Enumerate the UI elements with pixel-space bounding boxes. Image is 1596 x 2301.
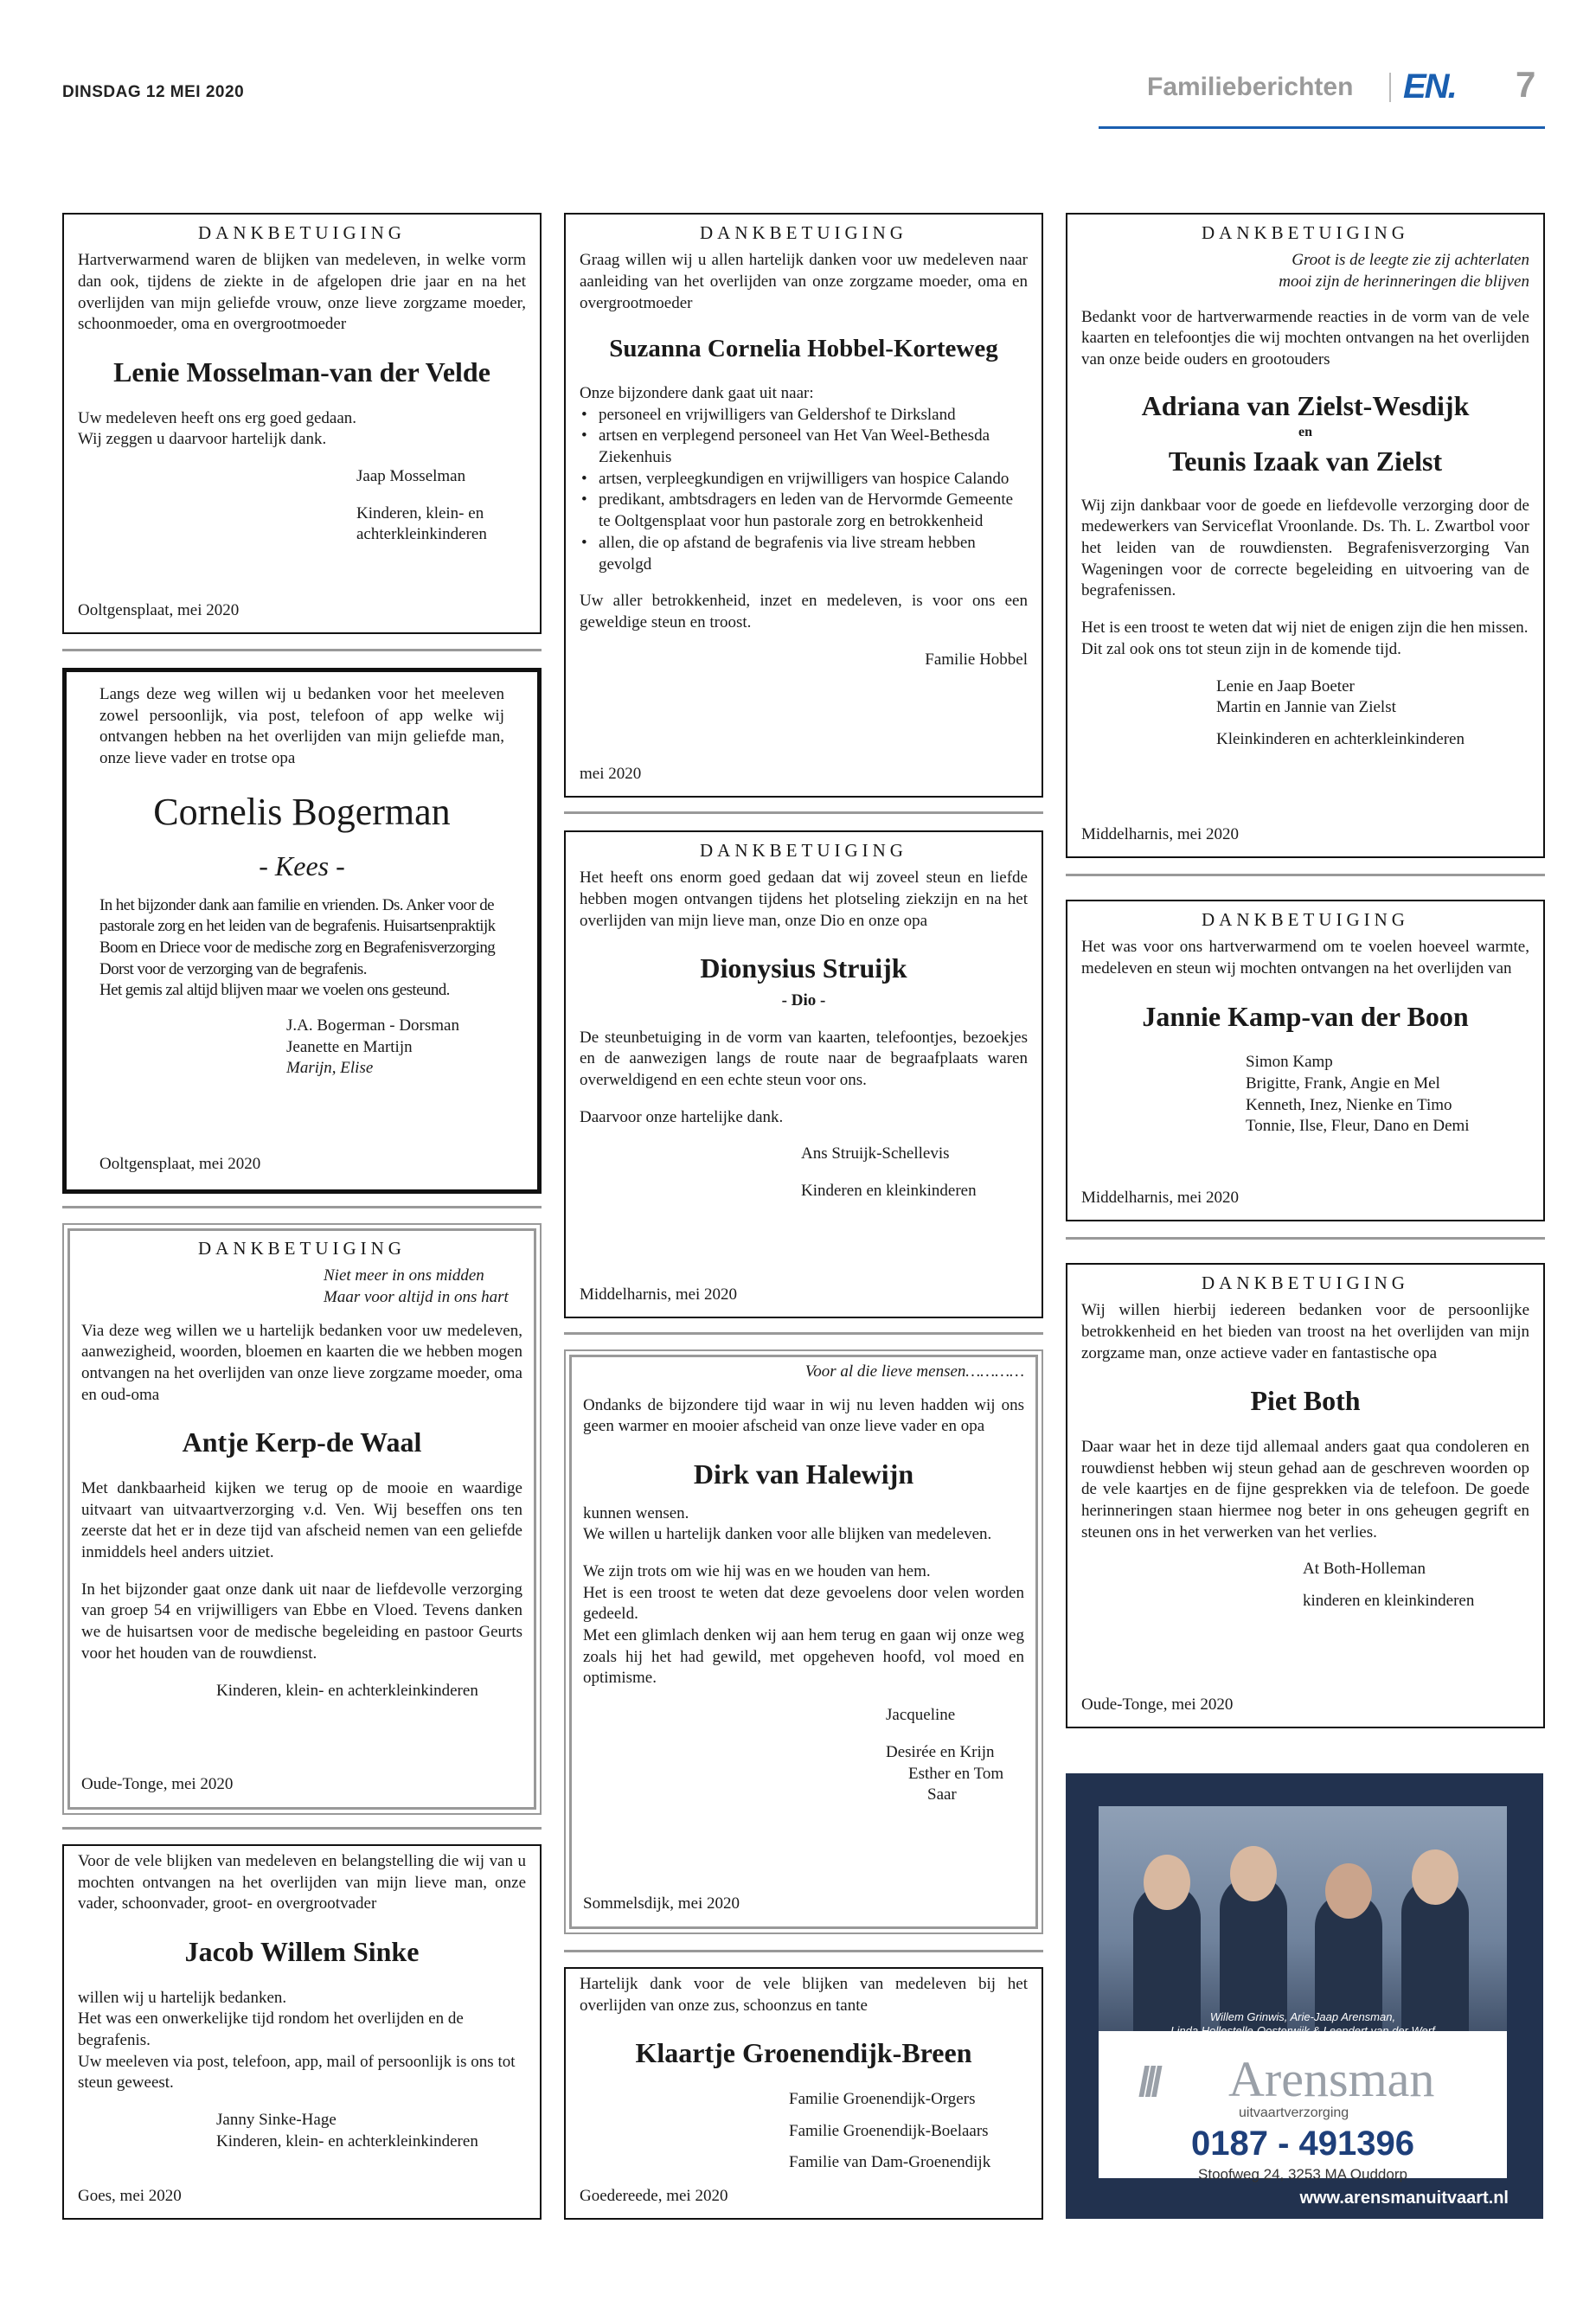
notice-body: Wij zeggen u daarvoor hartelijk dank.	[78, 430, 327, 449]
notice-mosselman	[62, 213, 542, 634]
notice-place-date: Sommelsdijk, mei 2020	[583, 1894, 740, 1913]
signature: Familie van Dam-Groenendijk	[789, 2153, 991, 2172]
notice-title: DANKBETUIGING	[700, 840, 907, 861]
website-link[interactable]: www.arensmanuitvaart.nl	[1299, 2189, 1509, 2208]
signature: Kinderen en kleinkinderen	[801, 1182, 977, 1201]
notice-body: Het was een onwerkelijke tijd rondom het overlijden en de begrafenis.	[78, 2009, 464, 2050]
notice-place-date: Middelharnis, mei 2020	[1081, 1189, 1240, 1208]
page-number: 7	[1516, 64, 1536, 105]
notice-title: DANKBETUIGING	[198, 222, 406, 243]
notice-body: In het bijzonder gaat onze dank uit naar de liefdevolle verzorging van groep 54 en vrijwilligers van Ebbe en Vloed. Tevens danken we de huisartsen voor de medische begeleiding en pastoor Geurts voor het houden van de rouwdienst.	[81, 1580, 522, 1663]
notice-body: willen wij u hartelijk bedanken.	[78, 1988, 287, 2007]
notice-body: We willen u hartelijk danken voor alle blijken van medeleven.	[583, 1525, 992, 1544]
notice-bogerman	[62, 668, 542, 1194]
deceased-name: Jannie Kamp-van der Boon	[1142, 1000, 1469, 1032]
notice-place-date: Goes, mei 2020	[78, 2187, 182, 2206]
notice-intro: Hartelijk dank voor de vele blijken van medeleven bij het overlijden van onze zus, schoonzus en tante	[580, 1975, 1028, 2015]
notice-place-date: Goedereede, mei 2020	[580, 2187, 728, 2206]
notice-body: Het is een troost te weten dat wij niet de enigen zijn die hen missen.	[1081, 619, 1529, 638]
brand-name: Arensman	[1228, 2051, 1435, 2107]
signature: achterkleinkinderen	[356, 525, 487, 544]
deceased-name: Lenie Mosselman-van der Velde	[113, 356, 490, 388]
notice-intro: Via deze weg willen we u hartelijk bedanken voor uw medeleven, aanwezigheid, woorden, bloemen en kaarten die we hebben mogen ontvangen na het overlijden van onze lieve zorgzame moeder, oma en oud-oma	[81, 1321, 522, 1404]
column-rule	[1066, 1237, 1545, 1240]
staff-photo	[1099, 1806, 1507, 2031]
signature: kinderen en kleinkinderen	[1303, 1592, 1475, 1611]
notice-title: DANKBETUIGING	[198, 1238, 406, 1259]
notice-place-date: mei 2020	[580, 765, 642, 784]
signature: Brigitte, Frank, Angie en Mel	[1246, 1074, 1440, 1093]
signature: Saar	[927, 1785, 957, 1804]
notice-intro: Het was voor ons hartverwarmend om te voelen hoeveel warmte, medeleven en steun wij mochten ontvangen na het overlijden van	[1081, 938, 1529, 977]
column-rule	[1066, 874, 1545, 876]
list-item: • allen, die op afstand de begrafenis via live stream hebben gevolgd	[599, 533, 1028, 575]
deceased-name: Cornelis Bogerman	[153, 790, 451, 833]
caption-line: Willem Grinwis, Arie-Jaap Arensman,	[1209, 2010, 1396, 2023]
notice-body: Met dankbaarheid kijken we terug op de mooie en waardige uitvaart van uitvaartverzorging v.d. Ven. Wij beseffen ons ten zeerste dat het er in deze tijd van afscheid nemen van een geliefde inmiddels heel anders uitziet.	[81, 1479, 522, 1562]
deceased-name: Piet Both	[1250, 1385, 1361, 1417]
signature: J.A. Bogerman - Dorsman	[286, 1016, 459, 1035]
column-rule	[62, 649, 542, 651]
column-rule	[62, 1827, 542, 1830]
name-conjunction: en	[1298, 425, 1312, 440]
notice-van-zielst	[1066, 213, 1545, 858]
list-item: • predikant, ambtsdragers en leden van de Hervormde Gemeente te Ooltgensplaat voor hun pastorale zorg en betrokkenheid	[599, 490, 1028, 532]
signature: Lenie en Jaap Boeter	[1216, 676, 1355, 695]
signature: Desirée en Krijn	[886, 1742, 995, 1761]
list-item: • artsen en verplegend personeel van Het Van Weel-Bethesda Ziekenhuis	[599, 426, 1028, 468]
deceased-name: Klaartje Groenendijk-Breen	[635, 2037, 972, 2069]
deceased-name: Teunis Izaak van Zielst	[1168, 445, 1443, 478]
signature: Simon Kamp	[1246, 1053, 1333, 1072]
thanks-list	[580, 405, 1028, 576]
notice-quote: mooi zijn de herinneringen die blijven	[1279, 272, 1529, 291]
column-rule	[564, 1332, 1043, 1335]
deceased-name: Jacob Willem Sinke	[184, 1936, 420, 1968]
notice-title: DANKBETUIGING	[700, 222, 907, 243]
notice-body: Wij zijn dankbaar voor de goede en liefdevolle verzorging door de medewerkers van Serviceflat Vroonlande. Ds. Th. L. Zwartbol voor het leiden van de rouwdiensten. Begrafenisverzorging Van Wageningen voor de correcte begeleiding en uitvoering van de begrafenissen.	[1081, 496, 1529, 600]
newspaper-logo: EN.	[1403, 67, 1456, 106]
deceased-name: Adriana van Zielst-Wesdijk	[1141, 389, 1470, 421]
signature: Jeanette en Martijn	[286, 1037, 413, 1056]
signature: Martin en Jannie van Zielst	[1216, 698, 1396, 717]
address: Stoofweg 24, 3253 MA Ouddorp	[1198, 2166, 1407, 2182]
notice-intro: Bedankt voor de hartverwarmende reacties in de vorm van de vele kaarten en telefoontjes die wij mochten ontvangen na het overlijden van onze beide ouders en grootouders	[1081, 307, 1529, 369]
notice-place-date: Ooltgensplaat, mei 2020	[78, 601, 240, 620]
phone-number[interactable]: 0187 - 491396	[1190, 2125, 1414, 2163]
signature: Kleinkinderen en achterkleinkinderen	[1216, 729, 1465, 748]
deceased-nickname: - Dio -	[781, 990, 826, 1009]
notice-place-date: Middelharnis, mei 2020	[580, 1285, 738, 1304]
signature: Jacqueline	[886, 1706, 956, 1725]
notice-body: Het gemis zal altijd blijven maar we voelen ons gesteund.	[99, 981, 450, 1000]
notice-body: Uw aller betrokkenheid, inzet en medeleven, is voor ons een geweldige steun en troost.	[580, 592, 1028, 631]
signature: Kinderen, klein- en achterkleinkinderen	[216, 1681, 478, 1700]
notice-kamp	[1066, 900, 1545, 1221]
brand-tagline: uitvaartverzorging	[1239, 2106, 1349, 2120]
deceased-name: Dionysius Struijk	[700, 952, 907, 984]
notice-title: DANKBETUIGING	[1202, 909, 1409, 930]
header-rule	[1099, 126, 1545, 129]
signature: Kinderen, klein- en achterkleinkinderen	[216, 2131, 478, 2150]
notice-place-date: Oude-Tonge, mei 2020	[81, 1775, 234, 1794]
page-date: DINSDAG 12 MEI 2020	[62, 83, 245, 101]
signature: Kenneth, Inez, Nienke en Timo	[1246, 1095, 1452, 1114]
signature: Marijn, Elise	[286, 1059, 374, 1078]
notice-intro: Het heeft ons enorm goed gedaan dat wij zoveel steun en liefde hebben mogen ontvangen tijdens het plotseling ziekzijn en na het overlijden van mijn lieve man, onze Dio en onze opa	[580, 868, 1028, 930]
notice-body: In het bijzonder dank aan familie en vrienden. Ds. Anker voor de pastorale zorg en het leiden van de begrafenis. Huisartsenpraktijk Boom en Driece voor de medische zorg en Begrafenisverzorging Dorst voor de verzorging van de begrafenis.	[99, 895, 496, 978]
arensman-advertisement[interactable]	[1066, 1773, 1543, 2219]
deceased-name: Dirk van Halewijn	[693, 1458, 914, 1490]
notice-intro: Wij willen hierbij iedereen bedanken voor de persoonlijke betrokkenheid en het bieden van troost na het overlijden van mijn zorgzame man, onze actieve vader en fantastische opa	[1081, 1301, 1529, 1362]
signature: Kinderen, klein- en	[356, 503, 484, 522]
notice-intro: Voor de vele blijken van medeleven en belangstelling die wij van u mochten ontvangen na het overlijden van mijn lieve man, onze vader, schoonvader, groot- en overgrootvader	[78, 1852, 526, 1913]
signature: Esther en Tom	[908, 1764, 1004, 1783]
notice-struijk	[564, 830, 1043, 1318]
column-rule	[564, 811, 1043, 814]
notice-intro: Langs deze weg willen wij u bedanken voor het meeleven zowel persoonlijk, via post, telefoon of app welke wij ontvangen hebben na het overlijden van mijn geliefde man, onze lieve vader en trotse opa	[99, 685, 504, 768]
notice-body: Daarvoor onze hartelijke dank.	[580, 1107, 784, 1126]
signature: Tonnie, Ilse, Fleur, Dano en Demi	[1246, 1117, 1470, 1136]
notice-place-date: Ooltgensplaat, mei 2020	[99, 1155, 261, 1174]
notice-body: Dit zal ook ons tot steun zijn in de komende tijd.	[1081, 639, 1401, 658]
notice-body: Het is een troost te weten dat deze gevoelens door velen worden gedeeld.	[583, 1583, 1024, 1624]
header-separator	[1389, 73, 1391, 102]
notice-halewijn	[564, 1349, 1043, 1934]
signature: Familie Hobbel	[925, 650, 1028, 669]
ad-brand-panel	[1099, 2031, 1507, 2182]
notice-place-date: Oude-Tonge, mei 2020	[1081, 1695, 1234, 1715]
notice-body: Met een glimlach denken wij aan hem terug en gaan wij onze weg zoals hij het had gewild, met opgeheven hoofd, vol moed en optimisme.	[583, 1626, 1024, 1688]
notice-sinke	[62, 1844, 542, 2220]
list-item: • personeel en vrijwilligers van Geldershof te Dirksland	[599, 405, 1028, 426]
notice-quote: Voor al die lieve mensen…………	[804, 1362, 1024, 1381]
notice-body: De steunbetuiging in de vorm van kaarten, telefoontjes, bezoekjes en de aanwezigen langs de route naar de begraafplaats waren overweldigend en een echte steun voor ons.	[580, 1028, 1028, 1090]
notice-intro: Hartverwarmend waren de blijken van medeleven, in welke vorm dan ook, tijdens de ziekte in de afgelopen drie jaar en na het overlijden van mijn geliefde vrouw, onze lieve zorgzame moeder, schoonmoeder, oma en overgrootmoeder	[78, 251, 526, 334]
notice-body: kunnen wensen.	[583, 1503, 689, 1522]
list-item: • artsen, verpleegkundigen en vrijwilligers van hospice Calando	[599, 469, 1028, 490]
notice-body: Uw meeleven via post, telefoon, app, mail of persoonlijk is ons tot steun geweest.	[78, 2052, 516, 2093]
notice-intro: Ondanks de bijzondere tijd waar in wij nu leven hadden wij ons geen warmer en mooier afscheid van onze lieve vader en opa	[583, 1395, 1024, 1436]
notice-groenendijk	[564, 1967, 1043, 2220]
column-rule	[564, 1950, 1043, 1952]
signature: Familie Groenendijk-Boelaars	[789, 2121, 989, 2140]
notice-body: We zijn trots om wie hij was en we houden van hem.	[583, 1562, 931, 1581]
notice-hobbel	[564, 213, 1043, 798]
arensman-logo-icon: ///	[1138, 2060, 1158, 2106]
notice-body: Uw medeleven heeft ons erg goed gedaan.	[78, 408, 356, 427]
notice-title: DANKBETUIGING	[1202, 1272, 1409, 1293]
signature: Ans Struijk-Schellevis	[801, 1144, 950, 1163]
notice-lead: Onze bijzondere dank gaat uit naar:	[580, 384, 814, 403]
notice-quote: Maar voor altijd in ons hart	[324, 1287, 509, 1306]
deceased-nickname: - Kees -	[259, 849, 345, 881]
section-title: Familieberichten	[1147, 73, 1354, 101]
notice-intro: Graag willen wij u allen hartelijk danken voor uw medeleven naar aanleiding van het overlijden van onze zorgzame moeder, oma en overgrootmoeder	[580, 251, 1028, 312]
signature: Jaap Mosselman	[356, 467, 466, 486]
notice-quote: Groot is de leegte zie zij achterlaten	[1292, 251, 1529, 270]
signature: Janny Sinke-Hage	[216, 2111, 337, 2130]
notice-body: Daar waar het in deze tijd allemaal anders gaat qua condoleren en rouwdienst hebben wij steun gehad aan de geschreven woorden op de vele kaartjes en de fijne gesprekken via de telefoon. De goede herinneringen staan hiermee nog beter in ons geheugen gegrift en steunen ons in het verwerken van het verlies.	[1081, 1437, 1529, 1541]
signature: Familie Groenendijk-Orgers	[789, 2089, 976, 2108]
column-rule	[62, 1206, 542, 1208]
deceased-name: Antje Kerp-de Waal	[182, 1426, 422, 1458]
notice-place-date: Middelharnis, mei 2020	[1081, 825, 1240, 844]
notice-both	[1066, 1263, 1545, 1728]
notice-title: DANKBETUIGING	[1202, 222, 1409, 243]
notice-quote: Niet meer in ons midden	[324, 1266, 484, 1285]
deceased-name: Suzanna Cornelia Hobbel-Korteweg	[609, 335, 998, 363]
signature: At Both-Holleman	[1303, 1560, 1426, 1579]
notice-kerp	[62, 1223, 542, 1815]
